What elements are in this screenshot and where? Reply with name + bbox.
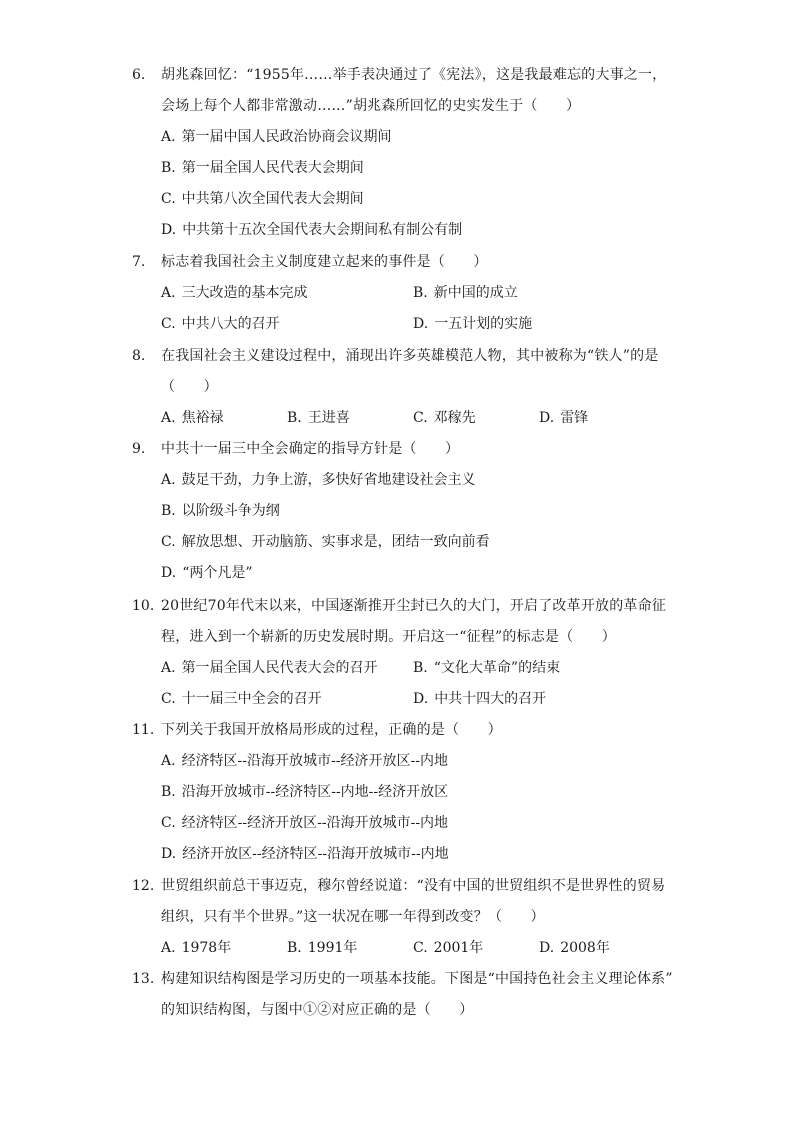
options-row: [161, 309, 677, 340]
option-c: [161, 527, 677, 558]
option-text: 一五计划的实施: [434, 316, 533, 332]
options-row: [161, 684, 677, 715]
option-letter: A.: [161, 410, 176, 426]
stem-line: 下列关于我国开放格局形成的过程，正确的是（ ）: [161, 722, 502, 738]
option-text: 中共第十五次全国代表大会期间私有制公有制: [182, 222, 463, 238]
question-stem: [161, 591, 677, 653]
option-letter: D.: [161, 846, 177, 862]
option-letter: B.: [161, 160, 176, 176]
question-13: [132, 964, 677, 1026]
option-a: [161, 746, 677, 777]
option-text: “文化大革命”的结束: [433, 660, 561, 676]
option-a: [161, 653, 413, 684]
option-letter: C.: [161, 691, 176, 707]
option-text: 王进喜: [307, 410, 350, 426]
stem-line: 会场上每个人都非常激动……”胡兆森所回忆的史实发生于（ ）: [161, 98, 581, 114]
option-text: 以阶级斗争为纲: [181, 503, 280, 519]
option-text: 第一届中国人民政治协商会议期间: [181, 129, 392, 145]
question-stem: [161, 434, 677, 465]
option-letter: C.: [161, 191, 176, 207]
stem-line: 世贸组织前总干事迈克，穆尔曾经说道：“没有中国的世贸组织不是世界性的贸易: [161, 878, 666, 894]
question-number: 13.: [132, 971, 155, 987]
question-12: [132, 871, 677, 964]
option-c: [161, 808, 677, 839]
option-c: [413, 403, 539, 434]
question-9: [132, 434, 677, 589]
question-10: [132, 591, 677, 715]
option-letter: A.: [161, 285, 176, 301]
option-letter: A.: [161, 129, 176, 145]
option-text: 邓稼先: [433, 410, 476, 426]
question-number: 10.: [132, 598, 155, 614]
question-number: 12.: [132, 878, 155, 894]
question-stem: [161, 60, 677, 122]
question-6: [132, 60, 677, 246]
option-text: 焦裕禄: [181, 410, 224, 426]
question-stem: [161, 715, 677, 746]
question-number: 8.: [132, 348, 146, 364]
option-text: 解放思想、开动脑筋、实事求是，团结一致向前看: [181, 534, 490, 550]
option-letter: D.: [539, 940, 555, 956]
option-d: [539, 403, 665, 434]
stem-line: 程，进入到一个崭新的历史发展时期。开启这一“征程”的标志是（ ）: [161, 629, 616, 645]
question-stem: [161, 247, 677, 278]
option-text: 经济特区--沿海开放城市--经济开放区--内地: [181, 753, 448, 769]
stem-line: （ ）: [161, 379, 218, 395]
option-text: 新中国的成立: [433, 285, 518, 301]
option-letter: A.: [161, 472, 176, 488]
option-b: [287, 933, 413, 964]
stem-line: 的知识结构图，与图中①②对应正确的是（ ）: [161, 1002, 474, 1018]
option-letter: C.: [413, 940, 428, 956]
option-b: [161, 777, 677, 808]
option-letter: C.: [161, 316, 176, 332]
question-number: 6.: [132, 67, 146, 83]
option-text: 中共八大的召开: [181, 316, 280, 332]
option-letter: D.: [539, 410, 555, 426]
options-row: [161, 278, 677, 309]
stem-line: 在我国社会主义建设过程中，涌现出许多英雄模范人物，其中被称为“铁人”的是: [161, 348, 659, 364]
option-b: [413, 653, 665, 684]
question-stem: [161, 341, 677, 403]
option-letter: D.: [161, 565, 177, 581]
stem-line: 组织，只有半个世界。”这一状况在哪一年得到改变？（ ）: [161, 909, 545, 925]
option-d: [413, 684, 665, 715]
stem-line: 中共十一届三中全会确定的指导方针是（ ）: [161, 441, 460, 457]
option-letter: B.: [287, 410, 302, 426]
option-text: 经济开放区--经济特区--沿海开放城市--内地: [182, 846, 449, 862]
option-a: [161, 465, 677, 496]
option-d: [161, 558, 677, 589]
option-text: “两个凡是”: [182, 565, 253, 581]
options-list: [161, 403, 677, 434]
option-letter: C.: [413, 410, 428, 426]
option-d: [539, 933, 665, 964]
option-b: [161, 496, 677, 527]
option-text: 第一届全国人民代表大会期间: [181, 160, 364, 176]
stem-line: 构建知识结构图是学习历史的一项基本技能。下图是“中国持色社会主义理论体系”: [161, 971, 673, 987]
stem-line: 20世纪70年代末以来，中国逐渐推开尘封已久的大门，开启了改革开放的革命征: [161, 598, 667, 614]
options-row: [161, 403, 677, 434]
question-number: 11.: [132, 722, 155, 738]
option-b: [287, 403, 413, 434]
options-list: [161, 122, 677, 246]
question-7: [132, 247, 677, 340]
question-stem: [161, 964, 677, 1026]
option-text: 鼓足干劲，力争上游，多快好省地建设社会主义: [181, 472, 476, 488]
option-a: [161, 278, 413, 309]
options-list: [161, 933, 677, 964]
option-text: 2001年: [433, 940, 484, 956]
option-a: [161, 933, 287, 964]
question-number: 7.: [132, 254, 146, 270]
option-letter: D.: [413, 691, 429, 707]
option-d: [413, 309, 665, 340]
option-letter: D.: [413, 316, 429, 332]
option-b: [413, 278, 665, 309]
option-b: [161, 153, 677, 184]
option-letter: B.: [287, 940, 302, 956]
option-d: [161, 215, 677, 246]
option-letter: A.: [161, 940, 176, 956]
option-letter: D.: [161, 222, 177, 238]
option-text: 中共第八次全国代表大会期间: [181, 191, 364, 207]
question-8: [132, 341, 677, 434]
option-c: [161, 684, 413, 715]
option-c: [161, 309, 413, 340]
option-text: 2008年: [560, 940, 610, 956]
question-11: [132, 715, 677, 870]
options-row: [161, 933, 677, 964]
option-text: 十一届三中全会的召开: [181, 691, 322, 707]
options-list: [161, 278, 677, 340]
option-text: 第一届全国人民代表大会的召开: [181, 660, 378, 676]
option-text: 1978年: [181, 940, 232, 956]
option-letter: A.: [161, 753, 176, 769]
option-letter: B.: [413, 660, 428, 676]
option-text: 三大改造的基本完成: [181, 285, 308, 301]
option-text: 雷锋: [560, 410, 589, 426]
question-stem: [161, 871, 677, 933]
option-letter: A.: [161, 660, 176, 676]
options-list: [161, 465, 677, 589]
options-row: [161, 653, 677, 684]
option-c: [161, 184, 677, 215]
option-text: 沿海开放城市--经济特区--内地--经济开放区: [181, 784, 449, 800]
option-a: [161, 403, 287, 434]
option-letter: B.: [161, 784, 176, 800]
question-number: 9.: [132, 441, 146, 457]
option-letter: B.: [413, 285, 428, 301]
option-letter: C.: [161, 534, 176, 550]
stem-line: 胡兆森回忆：“1955年……举手表决通过了《宪法》，这是我最难忘的大事之一，: [161, 67, 667, 83]
option-text: 经济特区--经济开放区--沿海开放城市--内地: [181, 815, 449, 831]
options-list: [161, 653, 677, 715]
option-text: 中共十四大的召开: [434, 691, 547, 707]
option-letter: C.: [161, 815, 176, 831]
options-list: [161, 746, 677, 870]
stem-line: 标志着我国社会主义制度建立起来的事件是（ ）: [161, 254, 488, 270]
option-a: [161, 122, 677, 153]
option-text: 1991年: [307, 940, 358, 956]
option-letter: B.: [161, 503, 176, 519]
option-c: [413, 933, 539, 964]
option-d: [161, 839, 677, 870]
